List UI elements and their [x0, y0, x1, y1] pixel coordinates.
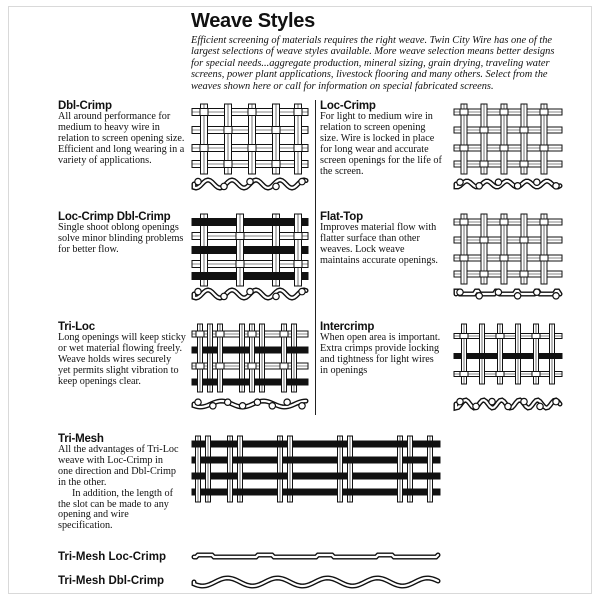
section-description: Long openings will keep sticky or wet material flowing freely. Weave holds wires securely yet permits slight vibration to keep openings clear. [58, 332, 186, 387]
section-title: Tri-Loc [58, 321, 95, 333]
section-title: Flat-Top [320, 211, 363, 223]
section-tri-loc [58, 321, 186, 388]
section-loc-crimp [320, 100, 444, 177]
mesh-grid [192, 324, 308, 392]
section-description: All around performance for medium to heavy wire in relation to screen opening size. Efficient and long wearing in a variety of applications. [58, 111, 185, 166]
crimp-profile [194, 555, 438, 557]
tri-mesh-weave-illustration [190, 434, 442, 504]
mesh-grid [192, 104, 308, 174]
section-title: Loc-Crimp [320, 100, 376, 112]
section-title: Dbl-Crimp [58, 100, 112, 112]
loc-crimp-weave-illustration [452, 102, 564, 194]
crimp-profile [456, 398, 560, 409]
intro-paragraph: Efficient screening of materials requires the right weave. Twin City Wire has one of the largest selections of weave styles available. More weave selection means better designs for special needs...aggregate production, mineral sizing, grain drying, traveling water screens, power plant applications, livestock flooring and many others. Select from the weaves shown here or call for information on special fabricated screens. [191, 35, 555, 92]
section-flat-top [320, 211, 440, 267]
crimp-profile [456, 179, 560, 189]
section-tri-mesh [58, 433, 180, 532]
mesh-grid [454, 214, 562, 284]
crimp-profile [194, 399, 306, 409]
section-description: When open area is important. Extra crimps provide locking and tightness for light wires in openings [320, 332, 441, 376]
page-title: Weave Styles [191, 10, 315, 32]
crimp-profile [194, 578, 438, 586]
intercrimp-weave-illustration [452, 322, 564, 414]
tri-mesh-dbl-crimp-profile [190, 572, 442, 592]
section-title: Tri-Mesh [58, 433, 104, 445]
mesh-grid [454, 324, 562, 384]
mesh-grid [192, 436, 440, 502]
dbl-crimp-weave-illustration [190, 102, 310, 194]
crimp-profile [456, 289, 560, 299]
loc-crimp-dbl-crimp-weave-illustration [190, 212, 310, 304]
section-title: Loc-Crimp Dbl-Crimp [58, 211, 171, 223]
section-description: All the advantages of Tri-Loc weave with Loc-Crimp in one direction and Dbl-Crimp in the other. [58, 444, 179, 488]
section-description: Single shoot oblong openings solve minor blinding problems for better flow. [58, 222, 184, 255]
section-intercrimp [320, 321, 442, 377]
mesh-grid [192, 214, 308, 286]
section-dbl-crimp [58, 100, 186, 167]
crimp-profile [194, 288, 306, 299]
crimp-profile [194, 178, 306, 189]
label-tri-mesh-dbl-crimp: Tri-Mesh Dbl-Crimp [58, 575, 165, 587]
section-description: For light to medium wire in relation to screen opening size. Wire is locked in place for long wear and accurate screen openings for the life of the screen. [320, 111, 442, 177]
label-tri-mesh-loc-crimp: Tri-Mesh Loc-Crimp [58, 551, 166, 563]
section-description-extra: In addition, the length of the slot can be made to any opening and wire specification. [58, 487, 174, 532]
tri-loc-weave-illustration [190, 322, 310, 414]
tri-mesh-loc-crimp-profile [190, 548, 442, 566]
flat-top-weave-illustration [452, 212, 564, 304]
mesh-grid [454, 104, 562, 174]
section-title: Intercrimp [320, 321, 375, 333]
column-divider [315, 100, 316, 415]
section-description: Improves material flow with flatter surface than other weaves. Lock weave maintains accurate openings. [320, 222, 438, 266]
section-loc-crimp-dbl-crimp [58, 211, 186, 256]
